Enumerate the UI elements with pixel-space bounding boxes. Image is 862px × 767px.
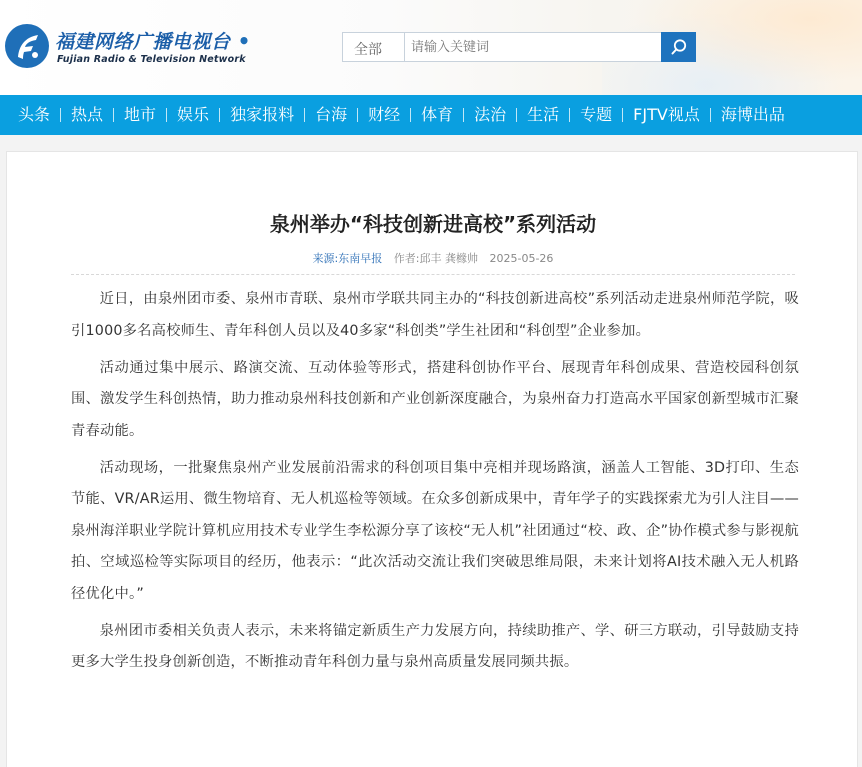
site-logo[interactable] <box>5 22 251 72</box>
logo-title-en: Fujian Radio & Television Network <box>57 54 246 65</box>
search-bar <box>342 32 696 62</box>
article-author: 作者:邱丰 龚橼帅 <box>393 252 478 265</box>
nav-item-hot[interactable]: 热点 <box>71 105 104 124</box>
logo-title-cn: 福建网络广播电视台 • <box>55 29 251 53</box>
article-paragraph: 活动通过集中展示、路演交流、互动体验等形式，搭建科创协作平台、展现青年科创成果、营造校园科创氛围、激发学生科创热情，助力推动泉州科技创新和产业创新深度融合，为泉州奋力打造高水平国家创新型城市汇聚青春动能。 <box>71 359 799 439</box>
search-scope-select[interactable]: 全部 <box>342 32 404 62</box>
nav-item-topics[interactable]: 专题 <box>580 105 613 124</box>
nav-item-cities[interactable]: 地市 <box>124 105 157 124</box>
article-paragraph: 泉州团市委相关负责人表示，未来将锚定新质生产力发展方向，持续助推产、学、研三方联动，引导鼓励支持更多大学生投身创新创造，不断推动青年科创力量与泉州高质量发展同频共振。 <box>71 622 799 670</box>
nav-item-fjtv[interactable]: FJTV视点 <box>633 105 700 124</box>
nav-item-haibo[interactable]: 海博出品 <box>720 105 785 124</box>
nav-item-headline[interactable]: 头条 <box>18 105 51 124</box>
logo-icon <box>5 24 49 68</box>
article-date: 2025-05-26 <box>489 252 554 265</box>
search-icon <box>670 38 688 56</box>
main-nav <box>0 95 862 135</box>
search-input[interactable] <box>404 32 662 62</box>
site-header <box>0 0 862 95</box>
nav-item-taiwan[interactable]: 台海 <box>315 105 348 124</box>
article-paragraph: 活动现场，一批聚焦泉州产业发展前沿需求的科创项目集中亮相并现场路演，涵盖人工智能、3D打印、生态节能、VR/AR运用、微生物培育、无人机巡检等领域。在众多创新成果中，青年学子的实践探索尤为引人注目——泉州海洋职业学院计算机应用技术专业学生李松源分享了该校“无人机”社团通过“校、政、企”协作模式参与影视航拍、空域巡检等实际项目的经历，他表示：“此次活动交流让我们突破思维局限，未来计划将AI技术融入无人机路径优化中。” <box>71 459 799 602</box>
nav-item-exclusive[interactable]: 独家报料 <box>230 105 295 124</box>
search-button[interactable] <box>661 32 696 62</box>
article-meta <box>7 250 859 266</box>
nav-item-finance[interactable]: 财经 <box>368 105 401 124</box>
meta-divider <box>71 274 795 275</box>
nav-item-sports[interactable]: 体育 <box>421 105 454 124</box>
article-title: 泉州举办“科技创新进高校”系列活动 <box>269 212 597 236</box>
nav-item-entertainment[interactable]: 娱乐 <box>177 105 210 124</box>
article-source[interactable]: 来源:东南早报 <box>312 252 383 265</box>
article-body <box>71 284 799 684</box>
article-card <box>6 151 858 767</box>
nav-item-law[interactable]: 法治 <box>474 105 507 124</box>
nav-item-life[interactable]: 生活 <box>527 105 560 124</box>
article-paragraph: 近日，由泉州团市委、泉州市青联、泉州市学联共同主办的“科技创新进高校”系列活动走进泉州师范学院，吸引1000多名高校师生、青年科创人员以及40多家“科创类”学生社团和“科创型”企业参加。 <box>71 291 799 339</box>
